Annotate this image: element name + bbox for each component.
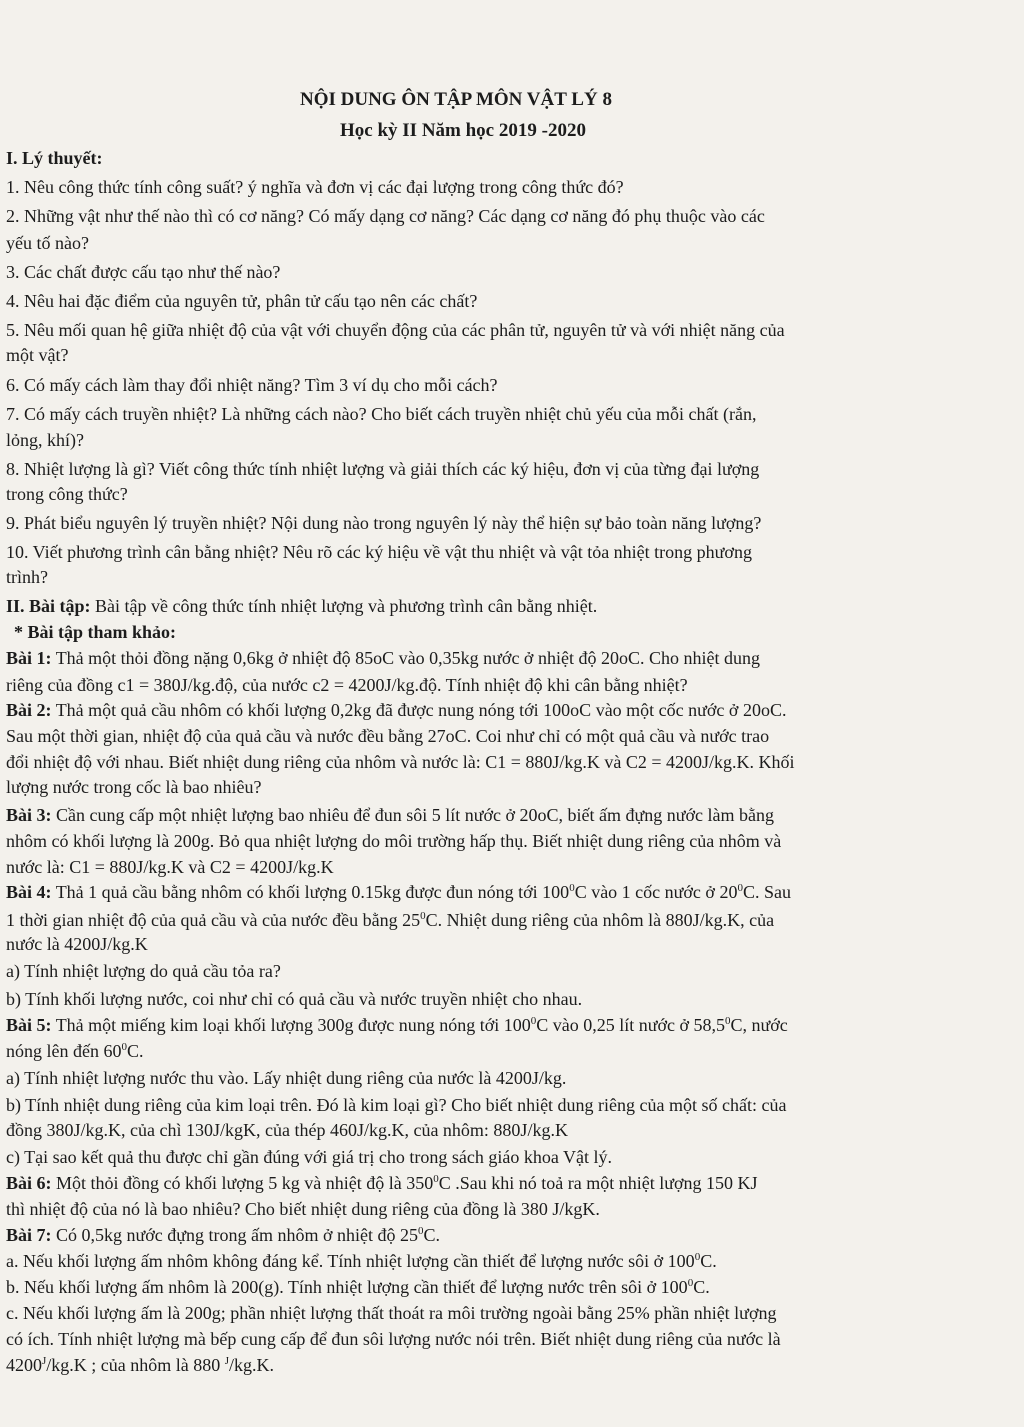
exercise-5-part-c: c) Tại sao kết quả thu được chỉ gần đúng với giá trị cho trong sách giáo khoa Vật lý.: [6, 1147, 612, 1167]
exercise-label: Bài 5:: [6, 1015, 52, 1035]
exercise-4-part-b: b) Tính khối lượng nước, coi như chỉ có quả cầu và nước truyền nhiệt cho nhau.: [6, 989, 583, 1009]
theory-question-1: 1. Nêu công thức tính công suất? ý nghĩa và đơn vị các đại lượng trong công thức đó?: [6, 177, 624, 197]
exercise-4-part-a: a) Tính nhiệt lượng do quả cầu tỏa ra?: [6, 961, 281, 981]
theory-question-10: 10. Viết phương trình cân bằng nhiệt? Nêu rõ các ký hiệu về vật thu nhiệt và vật tỏa nhiệt trong phương: [6, 542, 752, 562]
exercise-5-part-a: a) Tính nhiệt lượng nước thu vào. Lấy nhiệt dung riêng của nước là 4200J/kg.: [6, 1068, 567, 1088]
theory-question-5-cont: một vật?: [6, 345, 69, 365]
exercise-3-cont-1: nhôm có khối lượng là 200g. Bỏ qua nhiệt lượng do môi trường hấp thụ. Biết nhiệt dung riêng của nhôm và: [6, 831, 782, 851]
exercise-6: Bài 6: Một thỏi đồng có khối lượng 5 kg và nhiệt độ là $350^0C$ .Sau khi nó toả ra một nhiệt lượng 150 KJ: [6, 1173, 758, 1193]
exercise-2-cont-2: đổi nhiệt độ với nhau. Biết nhiệt dung riêng của nhôm và nước là: C1 = 880J/kg.K và C2 = 4200J/kg.K. Khối: [6, 752, 795, 772]
exercise-label: Bài 6:: [6, 1173, 52, 1193]
theory-question-4: 4. Nêu hai đặc điểm của nguyên tử, phân tử cấu tạo nên các chất?: [6, 291, 478, 311]
theory-question-5: 5. Nêu mối quan hệ giữa nhiệt độ của vật với chuyển động của các phân tử, nguyên tử và với nhiệt năng của: [6, 320, 785, 340]
exercise-label: Bài 1:: [6, 648, 52, 668]
exercises-intro: Bài tập về công thức tính nhiệt lượng và phương trình cân bằng nhiệt.: [90, 596, 598, 616]
exercise-7-part-c: c. Nếu khối lượng ấm là 200g; phần nhiệt lượng thất thoát ra môi trường ngoài bằng 25% phần nhiệt lượng: [6, 1303, 777, 1323]
exercise-6-cont: thì nhiệt độ của nó là bao nhiêu? Cho biết nhiệt dung riêng của đồng là 380 J/kgK.: [6, 1199, 600, 1219]
theory-question-8-cont: trong công thức?: [6, 484, 128, 504]
exercises-heading-line: [6, 596, 597, 616]
exercise-label: Bài 3:: [6, 805, 52, 825]
theory-question-2: 2. Những vật như thế nào thì có cơ năng? Có mấy dạng cơ năng? Các dạng cơ năng đó phụ thuộc vào các: [6, 206, 765, 226]
document-title: NỘI DUNG ÔN TẬP MÔN VẬT LÝ 8: [300, 89, 612, 110]
exercise-4-cont-2: nước là 4200J/kg.K: [6, 934, 148, 954]
theory-question-3: 3. Các chất được cấu tạo như thế nào?: [6, 262, 281, 282]
exercise-4: Bài 4: Thả 1 quả cầu bằng nhôm có khối lượng 0.15kg được đun nóng tới $100^0C$ vào 1 cốc nước ở $20^0C$. Sau: [6, 882, 791, 902]
exercise-3-cont-2: nước là: C1 = 880J/kg.K và C2 = 4200J/kg.K: [6, 857, 334, 877]
document-subtitle: Học kỳ II Năm học 2019 -2020: [340, 120, 586, 141]
exercise-label: Bài 2:: [6, 700, 52, 720]
exercise-4-cont-1: 1 thời gian nhiệt độ của quả cầu và của nước đều bằng $25^0C$. Nhiệt dung riêng của nhôm là 880J/kg.K, của: [6, 910, 775, 930]
theory-question-10-cont: trình?: [6, 567, 48, 587]
exercise-5-cont: nóng lên đến $60^0C$.: [6, 1041, 144, 1061]
reference-exercises-heading: * Bài tập tham khảo:: [14, 622, 177, 642]
theory-heading: I. Lý thuyết:: [6, 148, 103, 168]
exercise-7-part-a: a. Nếu khối lượng ấm nhôm không đáng kể. Tính nhiệt lượng cần thiết để lượng nước sôi ở $100^0C$.: [6, 1251, 717, 1271]
theory-question-2-cont: yếu tố nào?: [6, 233, 89, 253]
exercise-1-cont: riêng của đồng c1 = 380J/kg.độ, của nước c2 = 4200J/kg.độ. Tính nhiệt độ khi cân bằng nhiệt?: [6, 675, 688, 695]
theory-question-9: 9. Phát biểu nguyên lý truyền nhiệt? Nội dung nào trong nguyên lý này thể hiện sự bảo toàn năng lượng?: [6, 513, 762, 533]
exercise-label: Bài 7:: [6, 1225, 52, 1245]
exercise-1: Bài 1: Thả một thỏi đồng nặng 0,6kg ở nhiệt độ 85oC vào 0,35kg nước ở nhiệt độ 20oC. Cho nhiệt dung: [6, 648, 760, 668]
exercise-2-cont-1: Sau một thời gian, nhiệt độ của quả cầu và nước đều bằng 27oC. Coi như chỉ có một quả cầu và nước trao: [6, 726, 770, 746]
exercises-heading: II. Bài tập:: [6, 596, 91, 616]
exercise-7-part-b: b. Nếu khối lượng ấm nhôm là 200(g). Tính nhiệt lượng cần thiết để lượng nước trên sôi ở $100^0C$.: [6, 1277, 710, 1297]
exercise-2-cont-3: lượng nước trong cốc là bao nhiêu?: [6, 777, 262, 797]
theory-question-7-cont: lỏng, khí)?: [6, 430, 84, 450]
exercise-5-part-b-cont: đồng 380J/kg.K, của chì 130J/kgK, của thép 460J/kg.K, của nhôm: 880J/kg.K: [6, 1120, 568, 1140]
theory-question-7: 7. Có mấy cách truyền nhiệt? Là những cách nào? Cho biết cách truyền nhiệt chủ yếu của mỗi chất (rắn,: [6, 404, 757, 424]
exercise-5: Bài 5: Thả một miếng kim loại khối lượng 300g được nung nóng tới $100^0C$ vào 0,25 lít nước ở 58,5$^0$C, nước: [6, 1015, 788, 1035]
exercise-3: Bài 3: Cần cung cấp một nhiệt lượng bao nhiêu để đun sôi 5 lít nước ở 20oC, biết ấm đựng nước làm bằng: [6, 805, 774, 825]
exercise-7: Bài 7: Có 0,5kg nước đựng trong ấm nhôm ở nhiệt độ $25^0C$.: [6, 1225, 441, 1245]
exercise-5-part-b: b) Tính nhiệt dung riêng của kim loại trên. Đó là kim loại gì? Cho biết nhiệt dung riêng của một số chất: của: [6, 1095, 787, 1115]
exercise-2: Bài 2: Thả một quả cầu nhôm có khối lượng 0,2kg đã được nung nóng tới 100oC vào một cốc nước ở 20oC.: [6, 700, 787, 720]
exercise-7-part-c-cont-2: $4200^J/kg.K$ ; của nhôm là 880 $^J$/kg.K.: [6, 1355, 275, 1375]
theory-question-8: 8. Nhiệt lượng là gì? Viết công thức tính nhiệt lượng và giải thích các ký hiệu, đơn vị của từng đại lượng: [6, 459, 760, 479]
exercise-label: Bài 4:: [6, 882, 52, 902]
exercise-7-part-c-cont: có ích. Tính nhiệt lượng mà bếp cung cấp để đun sôi lượng nước nói trên. Biết nhiệt dung riêng của nước là: [6, 1329, 781, 1349]
theory-question-6: 6. Có mấy cách làm thay đổi nhiệt năng? Tìm 3 ví dụ cho mỗi cách?: [6, 375, 498, 395]
